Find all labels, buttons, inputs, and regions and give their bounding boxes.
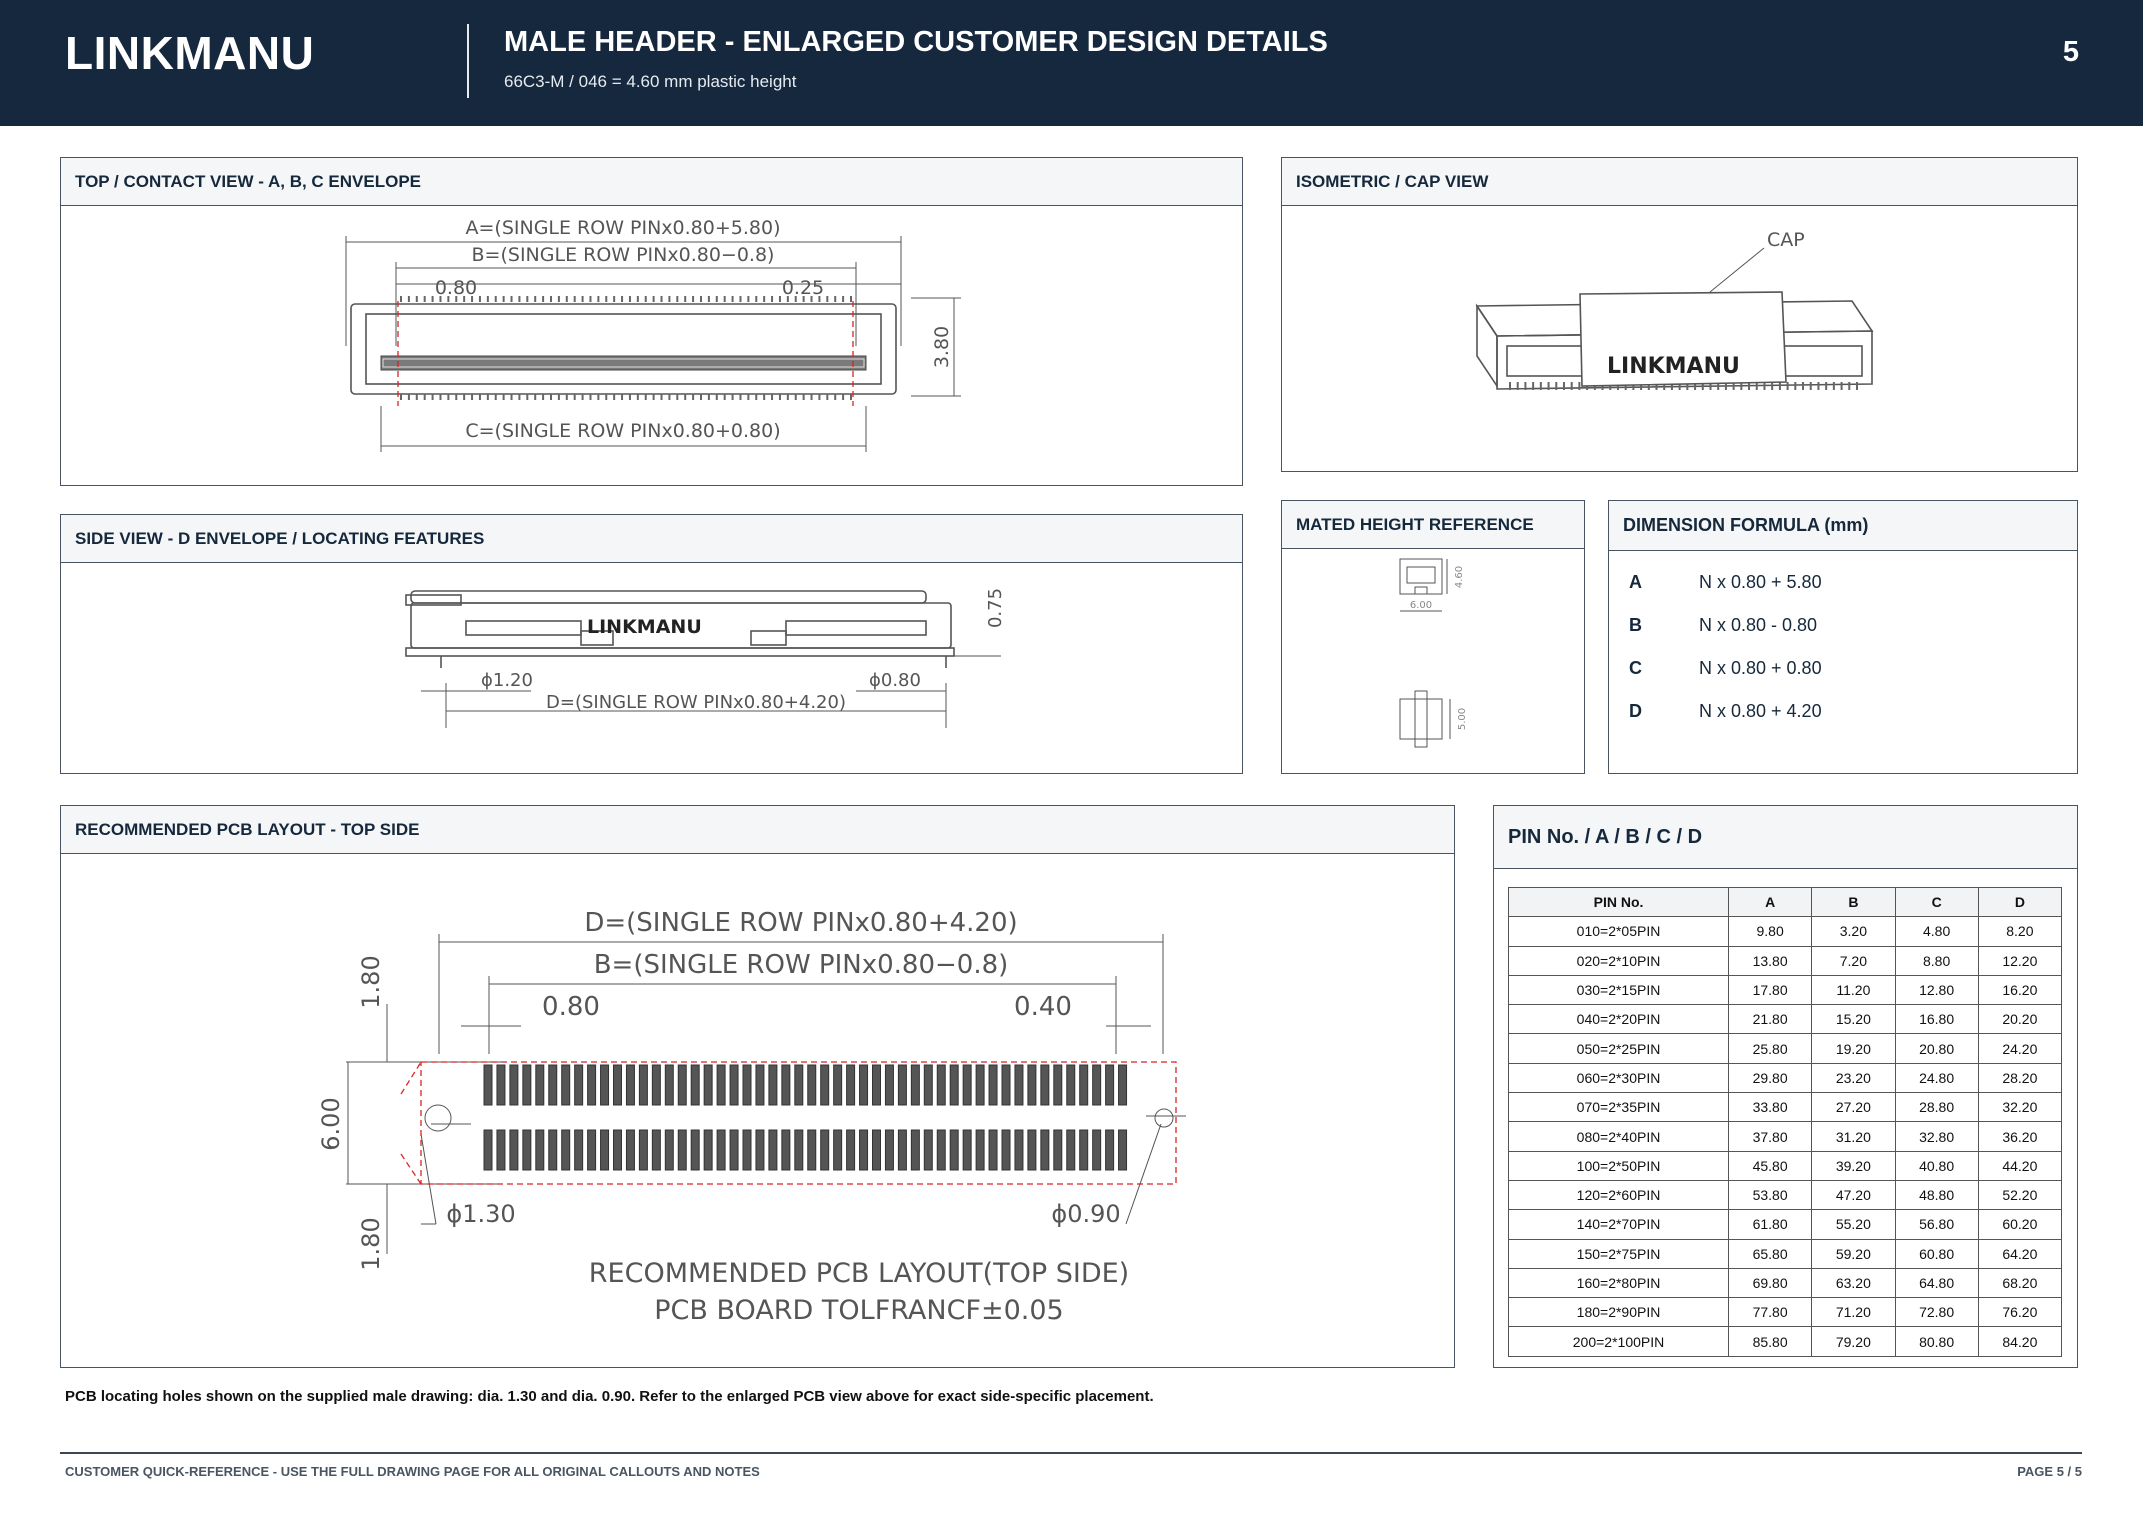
- table-row: [1509, 1210, 2062, 1239]
- table-row: [1509, 1239, 2062, 1268]
- pin-table-panel: [1493, 805, 2078, 1368]
- pcb-pitch-label: 0.80: [542, 992, 600, 1022]
- table-cell: 59.20: [1812, 1239, 1895, 1268]
- table-cell: 3.20: [1812, 917, 1895, 946]
- table-cell: 8.20: [1978, 917, 2061, 946]
- pcb-caption-2: PCB BOARD TOLFRANCF±0.05: [654, 1295, 1064, 1326]
- hole-1-label: ϕ1.20: [481, 670, 533, 691]
- table-cell: 24.20: [1978, 1034, 2061, 1063]
- side-view-drawing: [61, 563, 1241, 773]
- top-view-title: TOP / CONTACT VIEW - A, B, C ENVELOPE: [61, 158, 1242, 206]
- table-cell: 17.80: [1729, 975, 1812, 1004]
- table-cell: 060=2*30PIN: [1509, 1063, 1729, 1092]
- table-row: [1509, 1151, 2062, 1180]
- gap-label: 0.25: [781, 277, 825, 299]
- mated-h1-label: 4.60: [1454, 565, 1465, 589]
- table-cell: 16.20: [1978, 975, 2061, 1004]
- table-cell: 20.80: [1895, 1034, 1978, 1063]
- table-cell: 23.20: [1812, 1063, 1895, 1092]
- table-cell: 36.20: [1978, 1122, 2061, 1151]
- table-cell: 160=2*80PIN: [1509, 1268, 1729, 1297]
- pcb-caption-1: RECOMMENDED PCB LAYOUT(TOP SIDE): [588, 1258, 1130, 1289]
- table-cell: 070=2*35PIN: [1509, 1093, 1729, 1122]
- table-cell: 52.20: [1978, 1180, 2061, 1209]
- pin-table-title: PIN No. / A / B / C / D: [1494, 806, 2077, 869]
- table-cell: 28.20: [1978, 1063, 2061, 1092]
- table-cell: 55.20: [1812, 1210, 1895, 1239]
- pitch-label: 0.80: [434, 277, 478, 299]
- table-cell: 32.20: [1978, 1093, 2061, 1122]
- table-cell: 21.80: [1729, 1005, 1812, 1034]
- table-cell: 020=2*10PIN: [1509, 946, 1729, 975]
- table-row: [1509, 1327, 2062, 1356]
- table-cell: 29.80: [1729, 1063, 1812, 1092]
- table-cell: 050=2*25PIN: [1509, 1034, 1729, 1063]
- table-cell: 12.20: [1978, 946, 2061, 975]
- mated-height-title: MATED HEIGHT REFERENCE: [1282, 501, 1584, 549]
- pin-table: [1508, 887, 2062, 1357]
- table-cell: 7.20: [1812, 946, 1895, 975]
- table-cell: 56.80: [1895, 1210, 1978, 1239]
- footer-divider: [60, 1452, 2082, 1454]
- table-row: [1509, 1298, 2062, 1327]
- table-cell: 15.20: [1812, 1005, 1895, 1034]
- dim-a-label: A=(SINGLE ROW PINx0.80+5.80): [465, 217, 781, 239]
- table-cell: 85.80: [1729, 1327, 1812, 1356]
- iso-view-panel: [1281, 157, 2078, 472]
- pcb-hole-1-label: ϕ1.30: [446, 1200, 516, 1228]
- table-cell: 150=2*75PIN: [1509, 1239, 1729, 1268]
- hole-2-label: ϕ0.80: [869, 670, 921, 691]
- table-cell: 45.80: [1729, 1151, 1812, 1180]
- table-cell: 44.20: [1978, 1151, 2061, 1180]
- table-cell: 27.20: [1812, 1093, 1895, 1122]
- table-cell: 030=2*15PIN: [1509, 975, 1729, 1004]
- table-cell: 19.20: [1812, 1034, 1895, 1063]
- pcb-top-margin-label: 1.80: [357, 955, 385, 1009]
- pcb-dim-b-label: B=(SINGLE ROW PINx0.80−0.8): [593, 950, 1009, 980]
- table-cell: 80.80: [1895, 1327, 1978, 1356]
- table-cell: 79.20: [1812, 1327, 1895, 1356]
- table-cell: 68.20: [1978, 1268, 2061, 1297]
- pin-table-header: C: [1895, 888, 1978, 917]
- table-row: [1509, 1093, 2062, 1122]
- dim-d-label: D=(SINGLE ROW PINx0.80+4.20): [546, 692, 846, 713]
- table-row: [1509, 1005, 2062, 1034]
- pcb-layout-drawing: [61, 854, 1453, 1366]
- header-divider: [467, 24, 469, 98]
- page-number: 5: [2062, 36, 2079, 68]
- mated-height-drawing: [1282, 549, 1582, 773]
- pcb-pad-label: 0.40: [1014, 992, 1072, 1022]
- page-subtitle: 66C3-M / 046 = 4.60 mm plastic height: [504, 72, 797, 91]
- table-cell: 010=2*05PIN: [1509, 917, 1729, 946]
- table-row: [1509, 946, 2062, 975]
- table-cell: 080=2*40PIN: [1509, 1122, 1729, 1151]
- table-cell: 20.20: [1978, 1005, 2061, 1034]
- side-view-title: SIDE VIEW - D ENVELOPE / LOCATING FEATURES: [61, 515, 1242, 563]
- table-cell: 140=2*70PIN: [1509, 1210, 1729, 1239]
- table-cell: 53.80: [1729, 1180, 1812, 1209]
- page-title: MALE HEADER - ENLARGED CUSTOMER DESIGN DETAILS: [504, 26, 1328, 58]
- pin-table-header: PIN No.: [1509, 888, 1729, 917]
- table-cell: 77.80: [1729, 1298, 1812, 1327]
- table-cell: 13.80: [1729, 946, 1812, 975]
- table-cell: 37.80: [1729, 1122, 1812, 1151]
- pcb-dim-d-label: D=(SINGLE ROW PINx0.80+4.20): [584, 908, 1018, 938]
- table-cell: 31.20: [1812, 1122, 1895, 1151]
- table-cell: 64.20: [1978, 1239, 2061, 1268]
- table-cell: 72.80: [1895, 1298, 1978, 1327]
- footer-left: CUSTOMER QUICK-REFERENCE - USE THE FULL DRAWING PAGE FOR ALL ORIGINAL CALLOUTS AND NOTES: [65, 1464, 760, 1479]
- pcb-hole-2-label: ϕ0.90: [1051, 1200, 1121, 1228]
- pin-table-header: A: [1729, 888, 1812, 917]
- table-cell: 48.80: [1895, 1180, 1978, 1209]
- thickness-label: 0.75: [985, 587, 1006, 629]
- pin-table-header: B: [1812, 888, 1895, 917]
- table-cell: 11.20: [1812, 975, 1895, 1004]
- mated-w1-label: 6.00: [1409, 600, 1433, 611]
- pcb-note: PCB locating holes shown on the supplied male drawing: dia. 1.30 and dia. 0.90. Refer to the enlarged PCB view above for exact side-specific placement.: [65, 1388, 1154, 1405]
- table-cell: 200=2*100PIN: [1509, 1327, 1729, 1356]
- side-brand-label: LINKMANU: [587, 616, 702, 638]
- pcb-layout-title: RECOMMENDED PCB LAYOUT - TOP SIDE: [61, 806, 1454, 854]
- footer-right: PAGE 5 / 5: [2017, 1464, 2082, 1479]
- table-cell: 32.80: [1895, 1122, 1978, 1151]
- table-cell: 9.80: [1729, 917, 1812, 946]
- table-cell: 16.80: [1895, 1005, 1978, 1034]
- table-row: [1509, 1122, 2062, 1151]
- mated-h2-label: 5.00: [1457, 707, 1468, 731]
- table-cell: 180=2*90PIN: [1509, 1298, 1729, 1327]
- table-cell: 60.80: [1895, 1239, 1978, 1268]
- iso-view-drawing: [1282, 206, 2076, 470]
- cap-label: CAP: [1767, 229, 1805, 251]
- table-cell: 63.20: [1812, 1268, 1895, 1297]
- table-cell: 28.80: [1895, 1093, 1978, 1122]
- brand-logo: LINKMANU: [65, 27, 315, 79]
- table-row: [1509, 1268, 2062, 1297]
- table-cell: 65.80: [1729, 1239, 1812, 1268]
- table-cell: 8.80: [1895, 946, 1978, 975]
- page-header: [0, 0, 2143, 126]
- formula-title: DIMENSION FORMULA (mm): [1609, 501, 2077, 551]
- table-cell: 64.80: [1895, 1268, 1978, 1297]
- table-cell: 60.20: [1978, 1210, 2061, 1239]
- table-cell: 25.80: [1729, 1034, 1812, 1063]
- table-cell: 120=2*60PIN: [1509, 1180, 1729, 1209]
- top-view-drawing: [61, 206, 1241, 484]
- pin-table-header: D: [1978, 888, 2061, 917]
- pcb-layout-panel: [60, 805, 1455, 1368]
- dim-b-label: B=(SINGLE ROW PINx0.80−0.8): [471, 244, 775, 266]
- table-cell: 100=2*50PIN: [1509, 1151, 1729, 1180]
- table-row: [1509, 1034, 2062, 1063]
- iso-brand-label: LINKMANU: [1607, 354, 1740, 379]
- table-cell: 84.20: [1978, 1327, 2061, 1356]
- iso-view-title: ISOMETRIC / CAP VIEW: [1282, 158, 2077, 206]
- dim-c-label: C=(SINGLE ROW PINx0.80+0.80): [465, 420, 781, 442]
- table-cell: 61.80: [1729, 1210, 1812, 1239]
- table-row: [1509, 1180, 2062, 1209]
- table-cell: 47.20: [1812, 1180, 1895, 1209]
- table-cell: 40.80: [1895, 1151, 1978, 1180]
- pcb-row-spacing-label: 6.00: [317, 1097, 345, 1151]
- table-row: [1509, 975, 2062, 1004]
- pcb-bottom-margin-label: 1.80: [357, 1217, 385, 1271]
- height-label: 3.80: [931, 325, 953, 369]
- table-cell: 76.20: [1978, 1298, 2061, 1327]
- side-view-panel: [60, 514, 1243, 774]
- table-cell: 040=2*20PIN: [1509, 1005, 1729, 1034]
- table-cell: 71.20: [1812, 1298, 1895, 1327]
- formula-panel: DIMENSION FORMULA (mm) A N x 0.80 + 5.80 B N x 0.80 - 0.80 C N x 0.80 + 0.80 D N x 0.80 + 4.20: [1608, 500, 2078, 774]
- table-cell: 39.20: [1812, 1151, 1895, 1180]
- table-row: [1509, 917, 2062, 946]
- top-view-panel: [60, 157, 1243, 486]
- table-row: [1509, 1063, 2062, 1092]
- table-cell: 4.80: [1895, 917, 1978, 946]
- mated-height-panel: [1281, 500, 1585, 774]
- table-cell: 12.80: [1895, 975, 1978, 1004]
- table-cell: 33.80: [1729, 1093, 1812, 1122]
- table-cell: 24.80: [1895, 1063, 1978, 1092]
- table-cell: 69.80: [1729, 1268, 1812, 1297]
